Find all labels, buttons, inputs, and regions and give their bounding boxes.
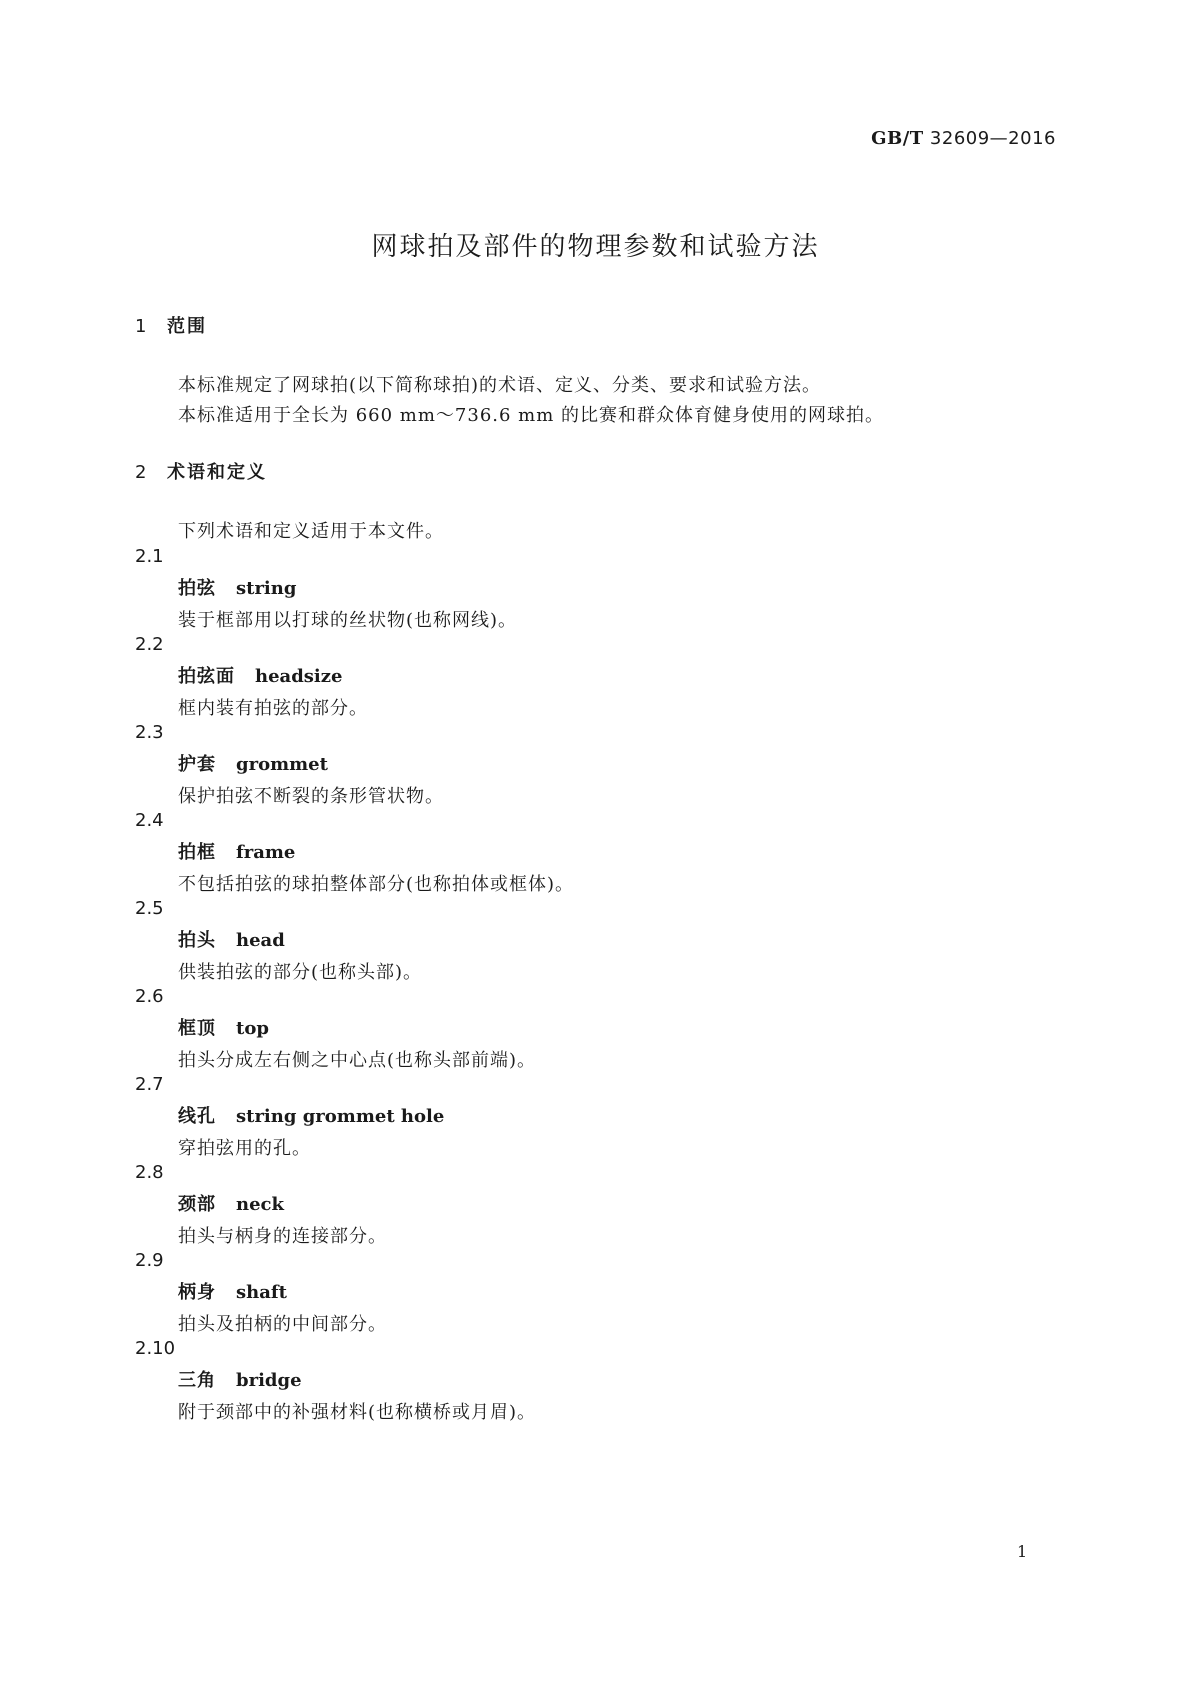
term-entry	[135, 981, 1035, 1077]
section-number: 1	[135, 316, 147, 337]
term-chinese: 柄身	[178, 1282, 216, 1303]
standard-number	[871, 128, 1056, 149]
term-heading	[178, 1013, 1035, 1045]
term-english: headsize	[255, 666, 343, 687]
standard-code: 32609—2016	[929, 128, 1056, 149]
term-heading	[178, 837, 1035, 869]
term-number: 2.8	[135, 1162, 164, 1183]
term-heading	[178, 1277, 1035, 1309]
term-english: grommet	[236, 754, 328, 775]
section-heading-terms	[135, 458, 267, 484]
term-heading	[178, 1101, 1035, 1133]
term-number: 2.5	[135, 898, 164, 919]
term-definition: 拍头与柄身的连接部分。	[178, 1226, 387, 1247]
term-definition: 保护拍弦不断裂的条形管状物。	[178, 786, 444, 807]
term-heading	[178, 661, 1035, 693]
term-definition: 拍头及拍柄的中间部分。	[178, 1314, 387, 1335]
document-title: 网球拍及部件的物理参数和试验方法	[371, 232, 820, 262]
term-definition: 不包括拍弦的球拍整体部分(也称拍体或框体)。	[178, 874, 575, 895]
term-number: 2.7	[135, 1074, 164, 1095]
term-number: 2.9	[135, 1250, 164, 1271]
term-english: top	[236, 1018, 269, 1039]
term-english: string	[236, 578, 297, 599]
term-english: shaft	[236, 1282, 287, 1303]
term-heading	[178, 573, 1035, 605]
term-entry	[135, 1157, 1035, 1253]
term-definition: 装于框部用以打球的丝状物(也称网线)。	[178, 610, 518, 631]
term-definition: 拍头分成左右侧之中心点(也称头部前端)。	[178, 1050, 537, 1071]
term-definition: 附于颈部中的补强材料(也称横桥或月眉)。	[178, 1402, 537, 1423]
standard-prefix: GB/T	[871, 128, 924, 149]
term-number: 2.10	[135, 1338, 176, 1359]
term-entry	[135, 1245, 1035, 1341]
terms-intro: 下列术语和定义适用于本文件。	[178, 521, 444, 542]
term-entry	[135, 805, 1035, 901]
term-entry	[135, 629, 1035, 725]
section-title: 术语和定义	[167, 462, 267, 483]
section-title: 范围	[167, 316, 207, 337]
term-english: bridge	[236, 1370, 302, 1391]
term-heading	[178, 1365, 1035, 1397]
term-definition: 框内装有拍弦的部分。	[178, 698, 368, 719]
scope-paragraph: 本标准适用于全长为 660 mm～736.6 mm 的比赛和群众体育健身使用的网球拍。	[178, 405, 885, 426]
term-entry	[135, 717, 1035, 813]
term-entry	[135, 893, 1035, 989]
term-number: 2.2	[135, 634, 164, 655]
section-heading-scope	[135, 312, 207, 338]
term-chinese: 护套	[178, 754, 216, 775]
scope-paragraph: 本标准规定了网球拍(以下简称球拍)的术语、定义、分类、要求和试验方法。	[178, 375, 822, 396]
term-number: 2.6	[135, 986, 164, 1007]
term-chinese: 拍头	[178, 930, 216, 951]
term-chinese: 线孔	[178, 1106, 216, 1127]
term-heading	[178, 1189, 1035, 1221]
term-chinese: 拍弦面	[178, 666, 235, 687]
term-heading	[178, 925, 1035, 957]
term-entry	[135, 541, 1035, 637]
section-number: 2	[135, 462, 147, 483]
term-english: string grommet hole	[236, 1106, 445, 1127]
term-number: 2.4	[135, 810, 164, 831]
term-entry	[135, 1333, 1035, 1429]
term-heading	[178, 749, 1035, 781]
term-chinese: 三角	[178, 1370, 216, 1391]
term-entry	[135, 1069, 1035, 1165]
term-definition: 穿拍弦用的孔。	[178, 1138, 311, 1159]
term-english: neck	[236, 1194, 284, 1215]
term-chinese: 拍弦	[178, 578, 216, 599]
term-number: 2.1	[135, 546, 164, 567]
term-chinese: 框顶	[178, 1018, 216, 1039]
term-chinese: 拍框	[178, 842, 216, 863]
term-english: frame	[236, 842, 296, 863]
page-number: 1	[1017, 1542, 1028, 1561]
term-number: 2.3	[135, 722, 164, 743]
term-definition: 供装拍弦的部分(也称头部)。	[178, 962, 423, 983]
term-chinese: 颈部	[178, 1194, 216, 1215]
term-english: head	[236, 930, 285, 951]
